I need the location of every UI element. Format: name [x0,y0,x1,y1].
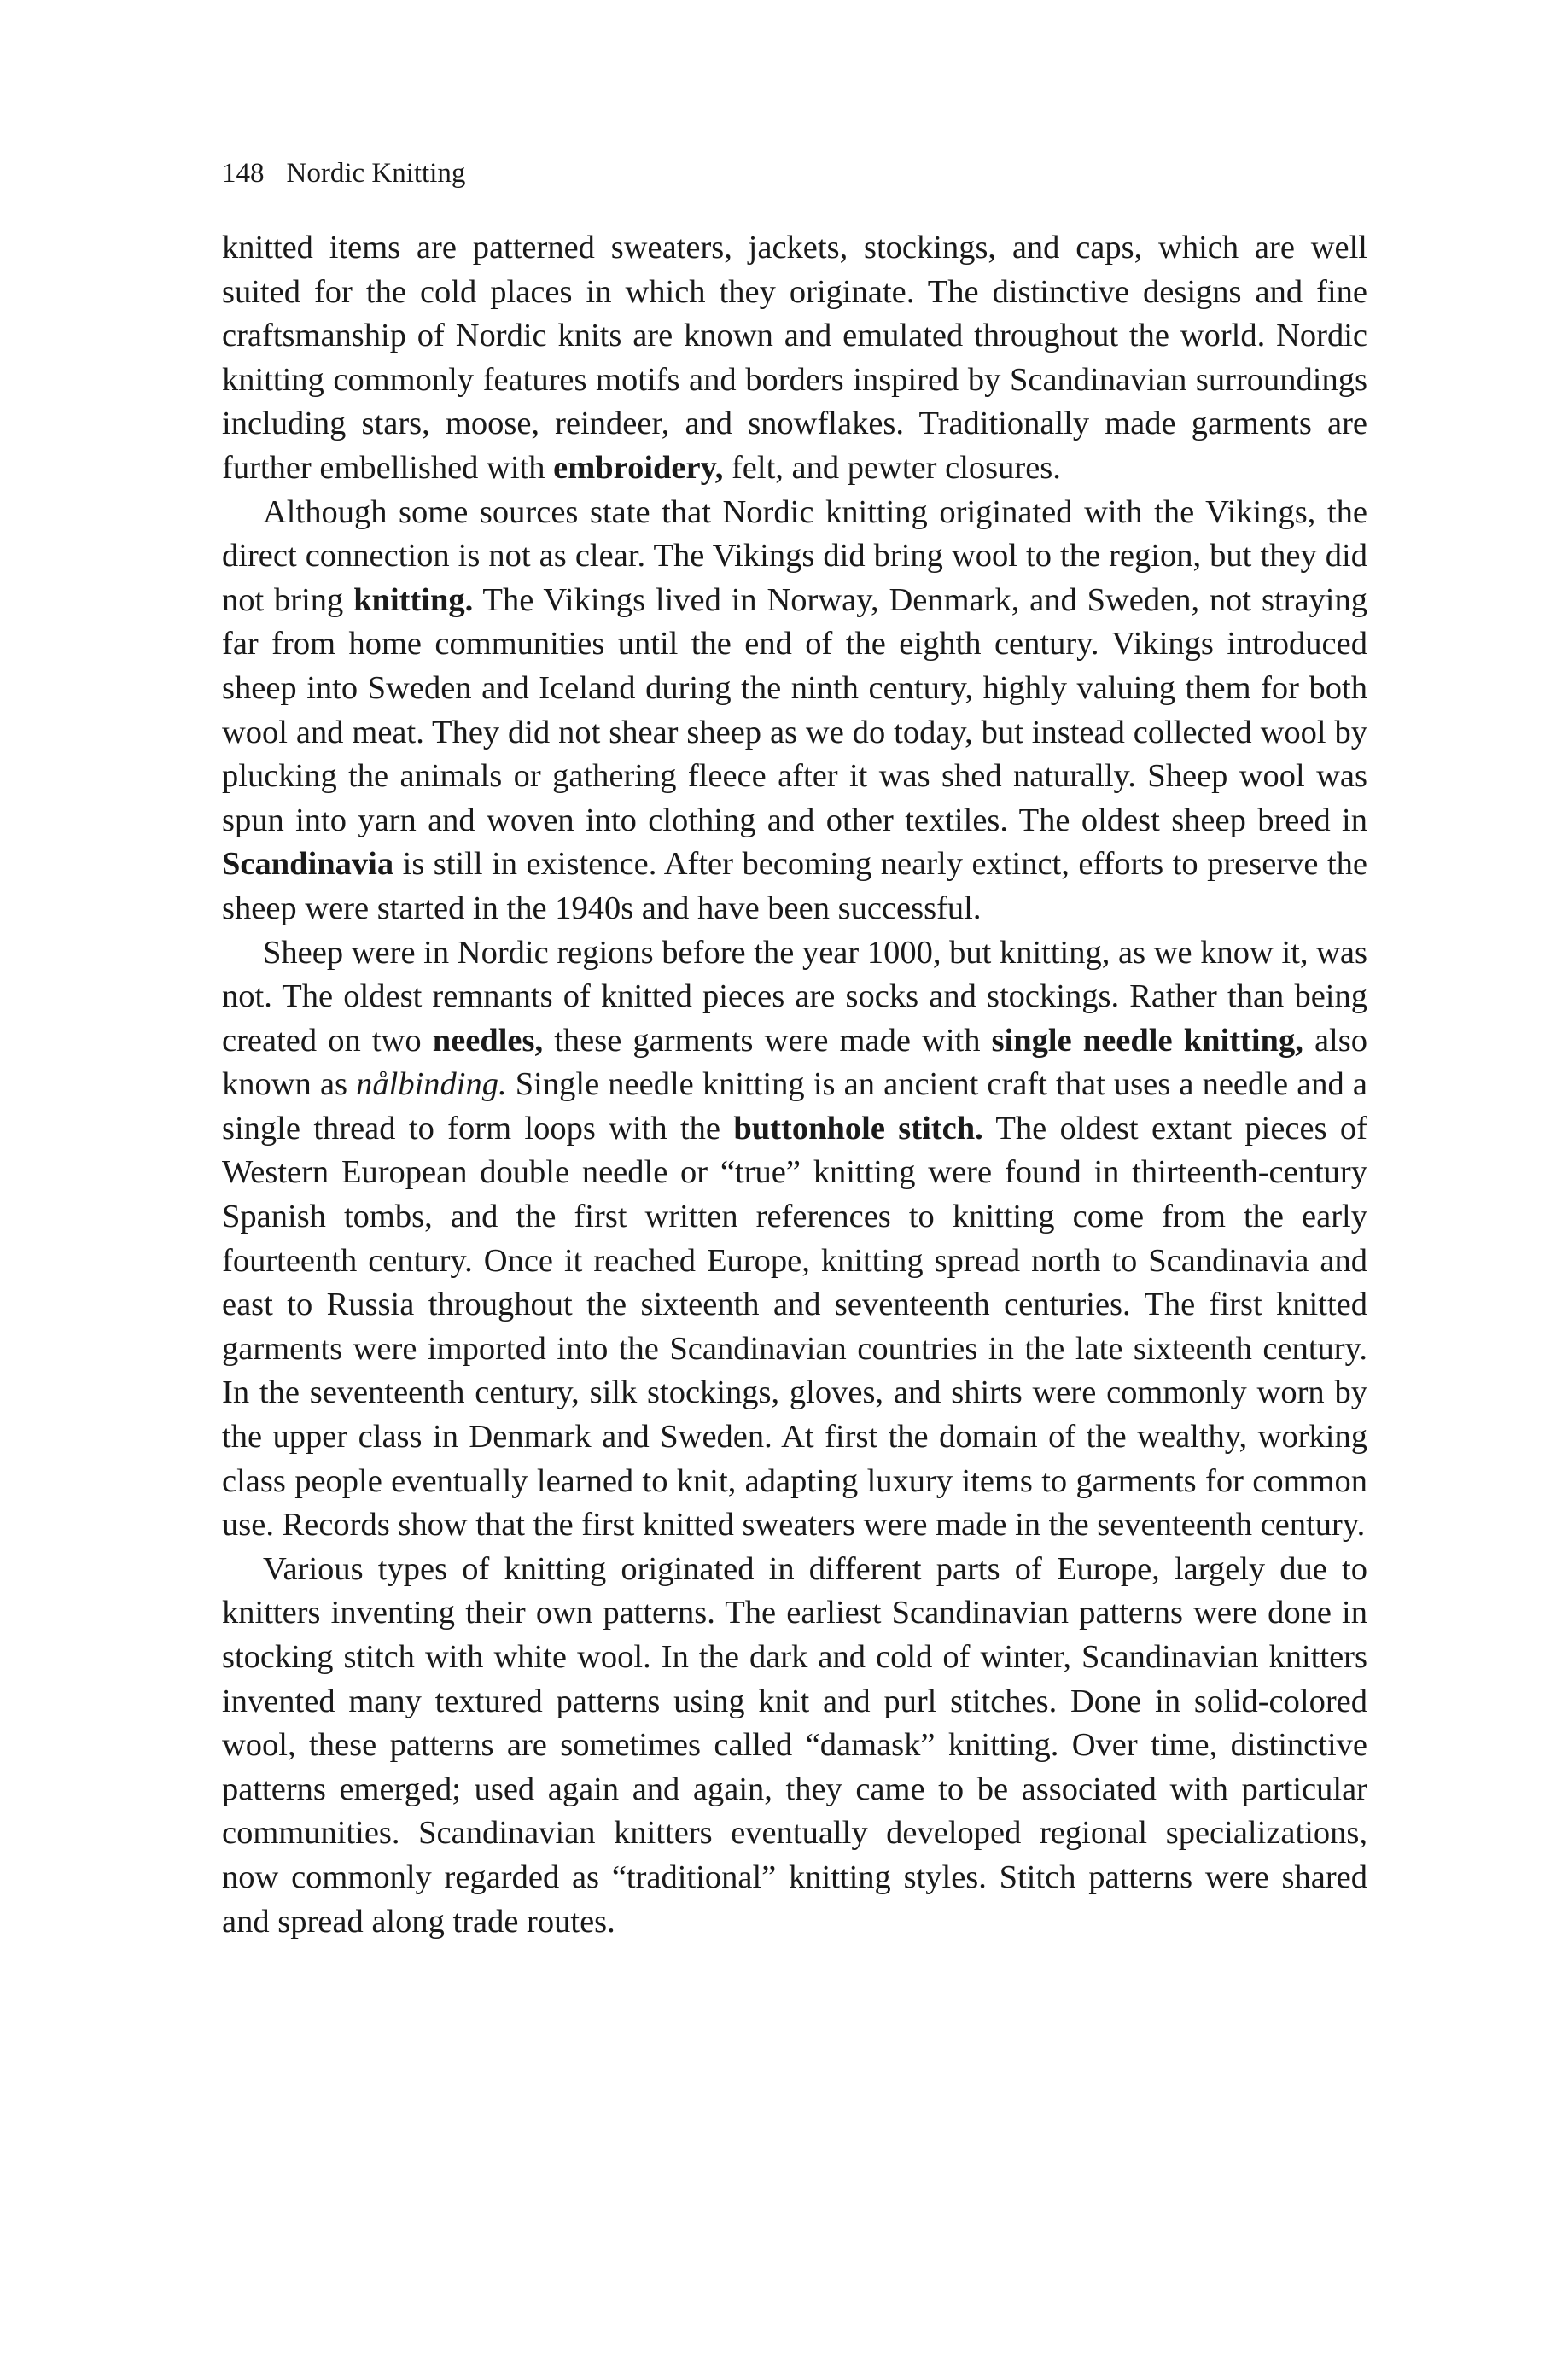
text-run: knitted items are patterned sweaters, jackets, stockings, and caps, which are well suited for the cold places in which they originate. The distinctive designs and fine craftsmanship of Nordic knits are known and emulated throughout the world. Nordic knitting commonly features motifs and borders inspired by Scandinavian surroundings including stars, moose, reindeer, and snowflakes. Traditionally made garments are further embellished with [222,230,1367,486]
bold-term: buttonhole stitch. [733,1110,983,1147]
text-run: also known as [222,1022,1367,1103]
running-title: Nordic Knitting [286,158,466,189]
body-text [222,226,1367,1944]
bold-term: embroidery, [553,449,724,486]
text-run: Single needle knitting is an ancient craft that uses a needle and a single thread to form loops with the [222,1066,1368,1147]
text-run: these garments were made with [543,1022,992,1059]
page-number: 148 [222,158,265,189]
italic-term: nålbinding. [356,1066,507,1103]
text-run: The oldest extant pieces of Western European double needle or “true” knitting were found in thirteenth-century Spanish tombs, and the first written references to knitting come from the early fourteenth century. Once it reached Europe, knitting spread north to Scandinavia and east to Russia throughout the sixteenth and seventeenth centuries. The first knitted garments were imported into the Scandinavian countries in the late sixteenth century. In the seventeenth century, silk stockings, gloves, and shirts were commonly worn by the upper class in Denmark and Sweden. At first the domain of the wealthy, working class people eventually learned to knit, adapting luxury items to garments for common use. Records show that the first knitted sweaters were made in the seventeenth century. [222,1110,1367,1543]
text-run: Although some sources state that Nordic knitting originated with the Vikings, the direct connection is not as clear. The Vikings did bring wool to the region, but they did not bring [222,493,1367,618]
text-run: Various types of knitting originated in different parts of Europe, largely due to knitters inventing their own patterns. The earliest Scandinavian patterns were done in stocking stitch with white wool. In the dark and cold of winter, Scandinavian knitters invented many textured patterns using knit and purl stitches. Done in solid-colored wool, these patterns are sometimes called “damask” knitting. Over time, distinctive patterns emerged; used again and again, they came to be associated with particular communities. Scandinavian knitters eventually developed regional specializations, now commonly regarded as “traditional” knitting styles. Stitch patterns were shared and spread along trade routes. [222,1550,1367,1940]
text-run: The Vikings lived in Norway, Denmark, and Sweden, not straying far from home communities until the end of the eighth century. Vikings introduced sheep into Sweden and Iceland during the ninth century, highly valuing them for both wool and meat. They did not shear sheep as we do today, but instead collected wool by plucking the animals or gathering fleece after it was shed naturally. Sheep wool was spun into yarn and woven into clothing and other textiles. The oldest sheep breed in [222,581,1368,838]
text-run: is still in existence. After becoming nearly extinct, efforts to preserve the sheep were started in the 1940s and have been successful. [222,846,1367,926]
running-head [222,156,465,190]
paragraph [222,491,1367,931]
paragraph [222,226,1367,491]
text-run: felt, and pewter closures. [723,449,1061,486]
text-run: Sheep were in Nordic regions before the year 1000, but knitting, as we know it, was not. The oldest remnants of knitted pieces are socks and stockings. Rather than being created on two [222,934,1367,1059]
bold-term: Scandinavia [222,846,394,883]
paragraph [222,1548,1367,1944]
paragraph [222,931,1367,1548]
bold-term: single needle knitting, [991,1022,1303,1059]
bold-term: needles, [432,1022,544,1059]
bold-term: knitting. [353,581,474,618]
